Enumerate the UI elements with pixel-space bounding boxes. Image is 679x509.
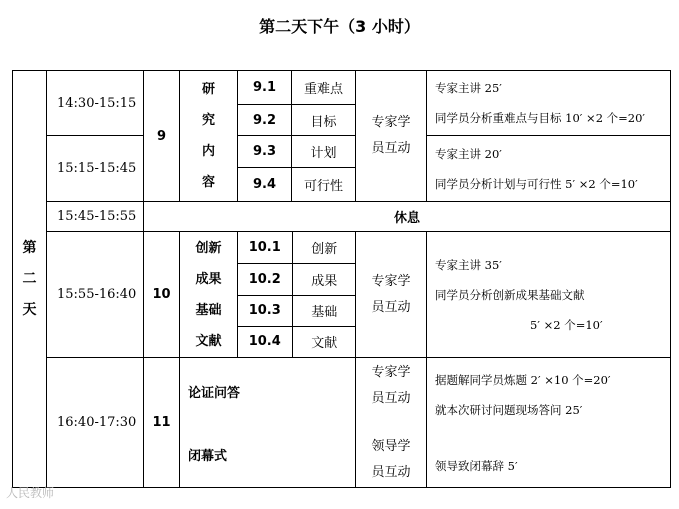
item-name: 计划	[292, 136, 356, 168]
item-number: 10.3	[238, 295, 292, 326]
item-name: 基础	[292, 295, 356, 326]
time-slot: 14:30-15:15	[47, 71, 144, 136]
item-number: 9.3	[238, 136, 292, 168]
item-number: 9.1	[238, 71, 292, 105]
break-label: 休息	[144, 202, 671, 232]
topic-cell: 论证问答 闭幕式	[180, 358, 356, 488]
notes-cell: 据题解同学员炼题 2′ ×10 个=20′ 就本次研讨问题现场答问 25′ 领导致闭幕辞 5′	[427, 358, 671, 488]
format-cell: 专家学 员互动	[356, 71, 427, 202]
item-number: 9.2	[238, 105, 292, 136]
item-name: 创新	[292, 232, 356, 263]
time-slot: 16:40-17:30	[47, 358, 144, 488]
sub-items	[238, 232, 356, 358]
item-number: 10.4	[238, 326, 292, 357]
item-number: 10.1	[238, 232, 292, 263]
notes-cell: 专家主讲 25′ 同学员分析重难点与目标 10′ ×2 个=20′	[427, 71, 671, 136]
format-cell: 专家学 员互动 领导学 员互动	[356, 358, 427, 488]
topic-cell: 研 究 内 容	[180, 71, 238, 202]
format-cell: 专家学 员互动	[356, 232, 427, 358]
item-number: 9.4	[238, 168, 292, 202]
item-name: 重难点	[292, 71, 356, 105]
item-number: 10.2	[238, 263, 292, 295]
item-name: 可行性	[292, 168, 356, 202]
schedule-table	[12, 70, 671, 488]
section-number: 11	[144, 358, 180, 488]
notes-cell: 专家主讲 20′ 同学员分析计划与可行性 5′ ×2 个=10′	[427, 136, 671, 202]
notes-cell: 专家主讲 35′ 同学员分析创新成果基础文献 5′ ×2 个=10′	[427, 232, 671, 358]
watermark: 人民教师	[6, 486, 55, 500]
time-slot: 15:45-15:55	[47, 202, 144, 232]
item-name: 成果	[292, 263, 356, 295]
time-slot: 15:55-16:40	[47, 232, 144, 358]
day-label: 第 二 天	[13, 71, 47, 488]
item-name: 文献	[292, 326, 356, 357]
topic-cell: 创新 成果 基础 文献	[180, 232, 238, 358]
page-title: 第二天下午（3 小时）	[259, 17, 420, 36]
item-name: 目标	[292, 105, 356, 136]
section-number: 10	[144, 232, 180, 358]
section-number: 9	[144, 71, 180, 202]
time-slot: 15:15-15:45	[47, 136, 144, 202]
